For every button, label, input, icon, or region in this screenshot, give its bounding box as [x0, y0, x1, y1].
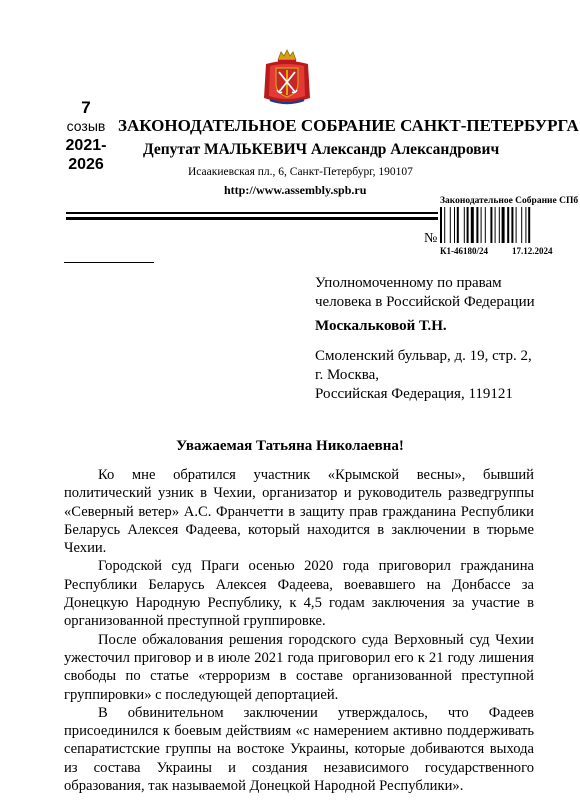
paragraph: После обжалования решения городского суда Верховный суд Чехии ужесточил приговор и в июле 2021 года приговорил его к 21 году лишения свободы по статье «терроризм в составе организованной преступной группировки» с последующей депортацией.	[64, 631, 534, 703]
letter-body	[64, 466, 534, 795]
barcode-bar	[444, 207, 445, 243]
organization-name: ЗАКОНОДАТЕЛЬНОЕ СОБРАНИЕ САНКТ-ПЕТЕРБУРГА	[118, 116, 579, 135]
barcode-bar	[490, 207, 492, 243]
barcode-bar	[495, 207, 496, 243]
barcode-bar	[481, 207, 482, 243]
paragraph: В обвинительном заключении утверждалось, что Фадеев присоединился к боевым действиям «с намерением активно поддерживать сепаратистские группы на востоке Украины, которые добиваются выхода из состава Украины и создания независимого государственного образования, так называемой Донецкой Народной Республики».	[64, 704, 534, 795]
convocation-years-end: 2026	[68, 156, 104, 173]
barcode-bar	[476, 207, 478, 243]
barcode-bar	[450, 207, 451, 243]
barcode	[440, 207, 557, 243]
barcode-bar	[511, 207, 513, 243]
recipient-line2: человека в Российской Федерации	[315, 294, 535, 310]
barcode-bar	[507, 207, 509, 243]
registration-date: 17.12.2024	[512, 246, 553, 256]
barcode-bar	[528, 207, 530, 243]
recipient-name: Москальковой Т.Н.	[315, 318, 447, 334]
number-sign: №	[424, 231, 438, 246]
header-divider-thick	[66, 217, 438, 220]
barcode-bar	[467, 207, 469, 243]
recipient-address-line2: г. Москва,	[315, 367, 380, 383]
recipient-title	[315, 274, 535, 312]
registration-line	[440, 246, 553, 256]
sender-address: Исаакиевская пл., 6, Санкт-Петербург, 190107	[188, 166, 413, 178]
barcode-bar	[457, 207, 459, 243]
barcode-bar	[485, 207, 486, 243]
outgoing-number-blank	[64, 244, 154, 263]
recipient-address-line1: Смоленский бульвар, д. 19, стр. 2,	[315, 348, 532, 364]
paragraph: Ко мне обратился участник «Крымской весны», бывший политический узник в Чехии, организатор и руководитель разведгруппы «Северный ветер» А.С. Франчетти в защиту прав гражданина Республики Беларусь Алексея Фадеева, который находится в заключении в тюрьме Чехии.	[64, 467, 534, 557]
convocation-block	[58, 98, 114, 174]
recipient-address-line3: Российская Федерация, 119121	[315, 386, 513, 402]
barcode-bar	[525, 207, 526, 243]
deputy-name: Депутат МАЛЬКЕВИЧ Александр Александрович	[143, 141, 500, 158]
recipient-line1: Уполномоченному по правам	[315, 275, 502, 291]
barcode-bar	[471, 207, 474, 243]
registration-number: К1-46180/24	[440, 246, 489, 256]
website-link[interactable]: http://www.assembly.spb.ru	[224, 183, 367, 197]
recipient-address	[315, 347, 532, 404]
barcode-bar	[521, 207, 522, 243]
st-petersburg-coat-of-arms-icon	[256, 46, 318, 108]
paragraph: Городской суд Праги осенью 2020 года приговорил гражданина Республики Беларусь Алексея Фадеева, воевавшего на Донбассе за Донецкую Народную Республику, к 4,5 годам заключения за участие в организованной преступной группировке.	[64, 558, 534, 630]
barcode-bar	[516, 207, 517, 243]
barcode-bar	[454, 207, 455, 243]
convocation-years-start: 2021-	[65, 137, 107, 154]
barcode-bar	[464, 207, 465, 243]
barcode-bar	[502, 207, 505, 243]
stamp-organization: Законодательное Собрание СПб	[440, 196, 579, 206]
header-divider-thin	[66, 212, 438, 214]
convocation-label: созыв	[66, 118, 106, 134]
convocation-number: 7	[81, 98, 91, 117]
greeting: Уважаемая Татьяна Николаевна!	[176, 438, 404, 454]
barcode-bar	[440, 207, 442, 243]
barcode-bar	[499, 207, 500, 243]
